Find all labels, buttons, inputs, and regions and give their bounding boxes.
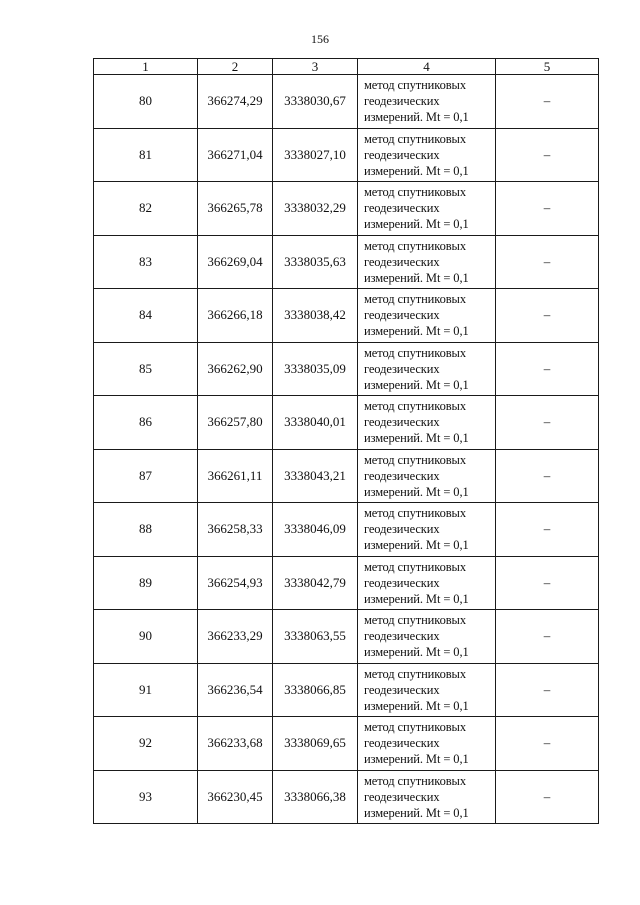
method-line: геодезических — [364, 201, 440, 216]
method-line: метод спутниковых — [364, 131, 466, 146]
method-line: измерений. Mt = 0,1 — [364, 324, 469, 339]
method-line: измерений. Mt = 0,1 — [364, 698, 469, 713]
method-line: измерений. Mt = 0,1 — [364, 805, 469, 820]
method-line: геодезических — [364, 94, 440, 109]
point-number-cell: 84 — [94, 289, 198, 343]
method-line: метод спутниковых — [364, 345, 466, 360]
note-cell: – — [496, 75, 599, 129]
note-cell: – — [496, 235, 599, 289]
method-line: геодезических — [364, 254, 440, 269]
point-number-cell: 91 — [94, 663, 198, 717]
method-line: измерений. Mt = 0,1 — [364, 110, 469, 125]
method-cell — [358, 717, 496, 771]
note-cell: – — [496, 663, 599, 717]
column-header-3: 3 — [273, 59, 358, 75]
method-line: метод спутниковых — [364, 78, 466, 93]
x-coordinate-cell: 366261,11 — [198, 449, 273, 503]
method-line: измерений. Mt = 0,1 — [364, 484, 469, 499]
x-coordinate-cell: 366233,68 — [198, 717, 273, 771]
point-number-cell: 92 — [94, 717, 198, 771]
y-coordinate-cell: 3338046,09 — [273, 503, 358, 557]
y-coordinate-cell: 3338038,42 — [273, 289, 358, 343]
x-coordinate-cell: 366258,33 — [198, 503, 273, 557]
note-cell: – — [496, 503, 599, 557]
method-cell — [358, 503, 496, 557]
note-cell: – — [496, 717, 599, 771]
y-coordinate-cell: 3338066,38 — [273, 770, 358, 824]
y-coordinate-cell: 3338035,63 — [273, 235, 358, 289]
method-cell — [358, 128, 496, 182]
method-line: метод спутниковых — [364, 720, 466, 735]
x-coordinate-cell: 366266,18 — [198, 289, 273, 343]
y-coordinate-cell: 3338042,79 — [273, 556, 358, 610]
note-cell: – — [496, 289, 599, 343]
header-row — [94, 59, 599, 75]
y-coordinate-cell: 3338066,85 — [273, 663, 358, 717]
y-coordinate-cell: 3338032,29 — [273, 182, 358, 236]
method-line: геодезических — [364, 629, 440, 644]
table-row — [94, 75, 599, 129]
method-line: геодезических — [364, 415, 440, 430]
point-number-cell: 88 — [94, 503, 198, 557]
table-body — [94, 75, 599, 824]
method-line: измерений. Mt = 0,1 — [364, 270, 469, 285]
method-line: геодезических — [364, 308, 440, 323]
method-line: измерений. Mt = 0,1 — [364, 377, 469, 392]
point-number-cell: 90 — [94, 610, 198, 664]
table-row — [94, 235, 599, 289]
method-line: измерений. Mt = 0,1 — [364, 217, 469, 232]
page-number: 156 — [311, 32, 329, 46]
x-coordinate-cell: 366271,04 — [198, 128, 273, 182]
x-coordinate-cell: 366230,45 — [198, 770, 273, 824]
table-row — [94, 449, 599, 503]
x-coordinate-cell: 366233,29 — [198, 610, 273, 664]
method-cell — [358, 182, 496, 236]
table-row — [94, 182, 599, 236]
x-coordinate-cell: 366257,80 — [198, 396, 273, 450]
column-header-4: 4 — [358, 59, 496, 75]
column-header-1: 1 — [94, 59, 198, 75]
x-coordinate-cell: 366254,93 — [198, 556, 273, 610]
method-cell — [358, 610, 496, 664]
column-header-5: 5 — [496, 59, 599, 75]
point-number-cell: 82 — [94, 182, 198, 236]
table-row — [94, 717, 599, 771]
x-coordinate-cell: 366274,29 — [198, 75, 273, 129]
method-cell — [358, 663, 496, 717]
note-cell: – — [496, 342, 599, 396]
method-line: измерений. Mt = 0,1 — [364, 752, 469, 767]
method-line: метод спутниковых — [364, 292, 466, 307]
y-coordinate-cell: 3338043,21 — [273, 449, 358, 503]
method-cell — [358, 449, 496, 503]
note-cell: – — [496, 128, 599, 182]
note-cell: – — [496, 610, 599, 664]
table-row — [94, 503, 599, 557]
note-cell: – — [496, 770, 599, 824]
point-number-cell: 83 — [94, 235, 198, 289]
method-line: измерений. Mt = 0,1 — [364, 591, 469, 606]
note-cell: – — [496, 182, 599, 236]
method-cell — [358, 770, 496, 824]
table-row — [94, 770, 599, 824]
method-line: метод спутниковых — [364, 613, 466, 628]
y-coordinate-cell: 3338040,01 — [273, 396, 358, 450]
y-coordinate-cell: 3338027,10 — [273, 128, 358, 182]
method-line: измерений. Mt = 0,1 — [364, 163, 469, 178]
point-number-cell: 87 — [94, 449, 198, 503]
method-line: геодезических — [364, 147, 440, 162]
method-line: метод спутниковых — [364, 185, 466, 200]
y-coordinate-cell: 3338063,55 — [273, 610, 358, 664]
method-cell — [358, 289, 496, 343]
point-number-cell: 81 — [94, 128, 198, 182]
table-row — [94, 128, 599, 182]
method-line: измерений. Mt = 0,1 — [364, 431, 469, 446]
note-cell: – — [496, 556, 599, 610]
x-coordinate-cell: 366262,90 — [198, 342, 273, 396]
note-cell: – — [496, 449, 599, 503]
x-coordinate-cell: 366265,78 — [198, 182, 273, 236]
method-line: геодезических — [364, 736, 440, 751]
method-line: метод спутниковых — [364, 559, 466, 574]
coordinates-table — [93, 58, 599, 824]
y-coordinate-cell: 3338030,67 — [273, 75, 358, 129]
table-row — [94, 663, 599, 717]
method-cell — [358, 235, 496, 289]
table-row — [94, 556, 599, 610]
method-line: геодезических — [364, 468, 440, 483]
table-row — [94, 342, 599, 396]
point-number-cell: 85 — [94, 342, 198, 396]
table-row — [94, 610, 599, 664]
table-row — [94, 396, 599, 450]
x-coordinate-cell: 366236,54 — [198, 663, 273, 717]
point-number-cell: 93 — [94, 770, 198, 824]
method-line: метод спутниковых — [364, 238, 466, 253]
method-line: метод спутниковых — [364, 773, 466, 788]
method-cell — [358, 556, 496, 610]
method-cell — [358, 342, 496, 396]
x-coordinate-cell: 366269,04 — [198, 235, 273, 289]
method-line: метод спутниковых — [364, 452, 466, 467]
point-number-cell: 89 — [94, 556, 198, 610]
method-line: геодезических — [364, 682, 440, 697]
method-line: метод спутниковых — [364, 666, 466, 681]
method-line: геодезических — [364, 789, 440, 804]
column-header-2: 2 — [198, 59, 273, 75]
point-number-cell: 80 — [94, 75, 198, 129]
method-line: измерений. Mt = 0,1 — [364, 538, 469, 553]
method-cell — [358, 396, 496, 450]
y-coordinate-cell: 3338035,09 — [273, 342, 358, 396]
method-cell — [358, 75, 496, 129]
method-line: измерений. Mt = 0,1 — [364, 645, 469, 660]
method-line: метод спутниковых — [364, 399, 466, 414]
y-coordinate-cell: 3338069,65 — [273, 717, 358, 771]
method-line: геодезических — [364, 522, 440, 537]
table-row — [94, 289, 599, 343]
method-line: геодезических — [364, 361, 440, 376]
note-cell: – — [496, 396, 599, 450]
method-line: метод спутниковых — [364, 506, 466, 521]
point-number-cell: 86 — [94, 396, 198, 450]
method-line: геодезических — [364, 575, 440, 590]
